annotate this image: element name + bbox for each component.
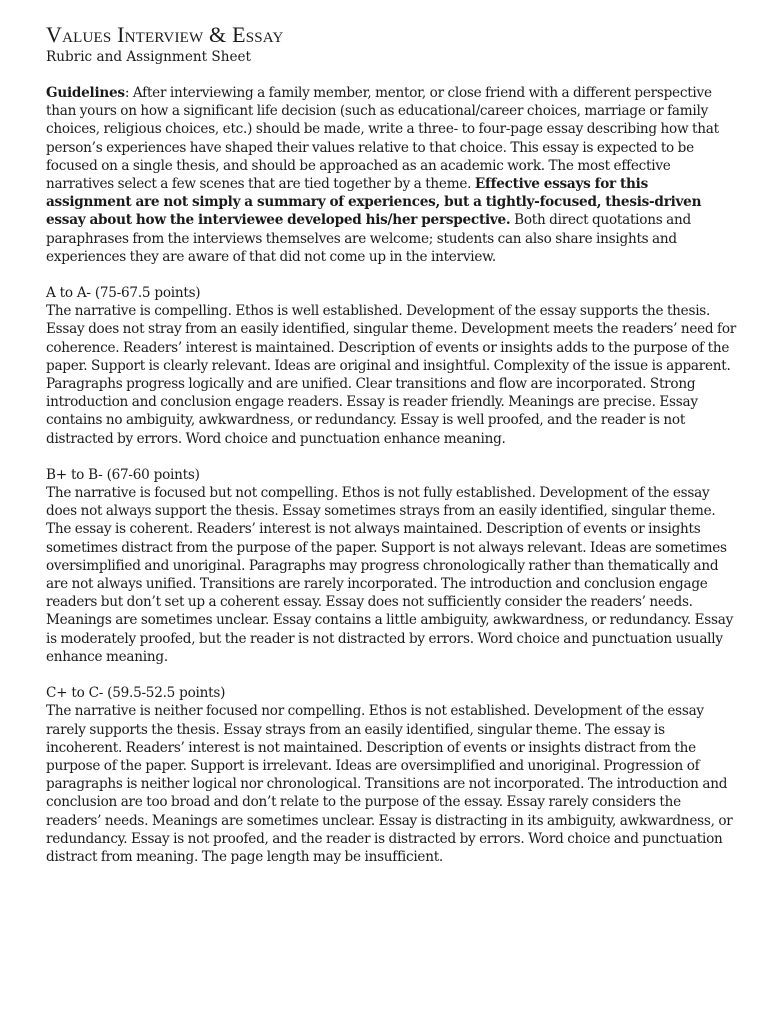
- guidelines-text-closing: Both direct quotations and paraphrases from the interviews themselves are welcome; students can also share insights and experiences they are aware of that did not come up in the interview.: [46, 212, 691, 265]
- rubric-body-a: The narrative is compelling. Ethos is well established. Development of the essay supports the thesis. Essay does not stray from an easily identified, singular theme. Development meets the readers’ need for coherence. Readers’ interest is maintained. Description of events or insights adds to the purpose of the paper. Support is clearly relevant. Ideas are original and insightful. Complexity of the issue is apparent. Paragraphs progress logically and are unified. Clear transitions and flow are incorporated. Strong introduction and conclusion engage readers. Essay is reader friendly. Meanings are precise. Essay contains no ambiguity, awkwardness, or redundancy. Essay is well proofed, and the reader is not distracted by errors. Word choice and punctuation enhance meaning.: [46, 303, 737, 447]
- rubric-section-c: [46, 684, 736, 866]
- guidelines-emphasis: Effective essays for this assignment are not simply a summary of experiences, but a tightly-focused, thesis-driven essay about how the interviewee developed his/her perspective.: [46, 176, 702, 229]
- document-page: [46, 22, 736, 866]
- guidelines-paragraph: [46, 84, 736, 266]
- rubric-body-b: The narrative is focused but not compelling. Ethos is not fully established. Development of the essay does not always support the thesis. Essay sometimes strays from an easily identified, singular theme. The essay is coherent. Readers’ interest is not always maintained. Description of events or insights sometimes distract from the purpose of the paper. Support is not always relevant. Ideas are sometimes oversimplified and unoriginal. Paragraphs may progress chronologically rather than thematically and are not always unified. Transitions are rarely incorporated. The introduction and conclusion engage readers but don’t set up a coherent essay. Essay does not sufficiently consider the readers’ needs. Meanings are sometimes unclear. Essay contains a little ambiguity, awkwardness, or redundancy. Essay is moderately proofed, but the reader is not distracted by errors. Word choice and punctuation usually enhance meaning.: [46, 485, 734, 665]
- document-title: Values Interview & Essay: [46, 22, 284, 47]
- rubric-heading-a: A to A- (75-67.5 points): [46, 285, 201, 302]
- rubric-section-a: [46, 284, 736, 448]
- rubric-body-c: The narrative is neither focused nor compelling. Ethos is not established. Development of the essay rarely supports the thesis. Essay strays from an easily identified, singular theme. The essay is incoherent. Readers’ interest is not maintained. Description of events or insights distract from the purpose of the paper. Support is irrelevant. Ideas are oversimplified and unoriginal. Progression of paragraphs is neither logical nor chronological. Transitions are not incorporated. The introduction and conclusion are too broad and don’t relate to the purpose of the essay. Essay rarely considers the readers’ needs. Meanings are sometimes unclear. Essay is distracting in its ambiguity, awkwardness, or redundancy. Essay is not proofed, and the reader is distracted by errors. Word choice and punctuation distract from meaning. The page length may be insufficient.: [46, 703, 733, 865]
- rubric-section-b: [46, 466, 736, 666]
- guidelines-label: Guidelines: [46, 85, 125, 101]
- rubric-heading-c: C+ to C- (59.5-52.5 points): [46, 685, 226, 702]
- rubric-heading-b: B+ to B- (67-60 points): [46, 466, 200, 483]
- guidelines-text-intro: : After interviewing a family member, mentor, or close friend with a different perspective than yours on how a significant life decision (such as educational/career choices, marriage or family choices, religious choices, etc.) should be made, write a three- to four-page essay describing how that person’s experiences have shaped their values relative to that choice. This essay is expected to be focused on a single thesis, and should be approached as an academic work. The most effective narratives select a few scenes that are tied together by a theme.: [46, 85, 719, 193]
- document-subtitle: Rubric and Assignment Sheet: [46, 49, 252, 65]
